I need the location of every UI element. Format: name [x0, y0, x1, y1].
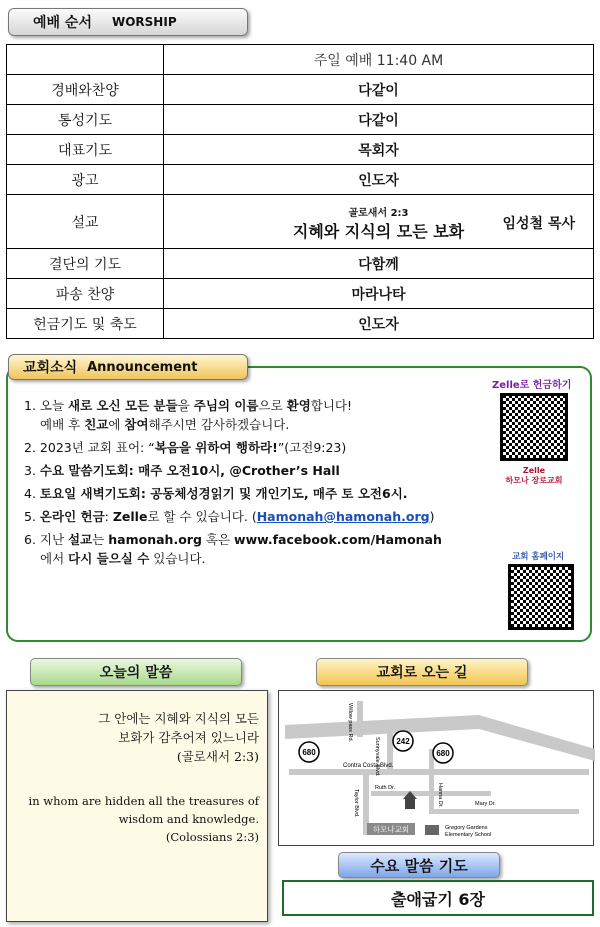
order-value: 인도자 [164, 309, 594, 339]
order-value: 다함께 [164, 249, 594, 279]
wednesday-prayer-tab: 수요 말씀 기도 [338, 852, 500, 878]
table-row [7, 279, 594, 309]
verse-en-line: in whom are hidden all the treasures of [28, 794, 259, 808]
text: ) [429, 509, 435, 524]
text: ”(고전9:23) [277, 440, 347, 455]
service-time: 주일 예배 11:40 AM [164, 45, 594, 75]
church-label: 하모나교회 [372, 825, 410, 834]
text: 에서 [40, 551, 69, 566]
table-row-sermon [7, 195, 594, 249]
verse-korean [15, 709, 259, 766]
text: 는 [92, 532, 109, 547]
order-item: 결단의 기도 [7, 249, 164, 279]
order-value: 다같이 [164, 75, 594, 105]
willow-label: Willow pass Rd. [347, 703, 353, 743]
sunnyvale-label: Sunnyvale Blvd. [374, 737, 380, 777]
taylor-label: Taylor Blvd. [353, 789, 359, 818]
worship-tab-ko: 예배 순서 [33, 15, 92, 31]
announcement-1 [24, 396, 494, 434]
table-cell-empty [7, 45, 164, 75]
text-bold: 친교 [84, 417, 109, 432]
order-value: 마라나타 [164, 279, 594, 309]
order-value: 다같이 [164, 105, 594, 135]
text: 예배 후 [40, 417, 85, 432]
map-svg [279, 691, 595, 847]
text: 지난 [39, 532, 69, 547]
mary-label: Mary Dr. [475, 801, 496, 807]
directions-tab: 교회로 오는 길 [316, 658, 528, 686]
school-label-1: Gregory Gardens [445, 825, 488, 831]
email-link[interactable]: Hamonah@hamonah.org [256, 509, 430, 524]
zelle-qr-code[interactable] [500, 393, 568, 461]
item-number: 3. [24, 463, 36, 478]
item-number: 5. [24, 509, 36, 524]
announcement-6 [24, 530, 494, 568]
table-row [7, 249, 594, 279]
zelle-church-name: 하모나 장로교회 [505, 476, 563, 485]
table-row [7, 165, 594, 195]
text-bold: 수요 말씀기도회: 매주 오전10시, @Crother’s Hall [39, 463, 340, 478]
table-row [7, 135, 594, 165]
text: 으로 [258, 398, 287, 413]
table-row [7, 45, 594, 75]
verse-english [15, 792, 259, 846]
order-item: 경배와찬양 [7, 75, 164, 105]
hwy-680-label-left: 680 [302, 748, 316, 757]
directions-map [278, 690, 594, 846]
item-number: 4. [24, 486, 36, 501]
preacher-name: 임성철 목사 [502, 216, 575, 232]
text: 로 할 수 있습니다. ( [147, 509, 257, 524]
facebook-text: www.facebook.com/Hamonah [234, 532, 442, 547]
worship-order-table [6, 44, 594, 339]
announcement-tab-en: Announcement [87, 359, 198, 375]
hwy-680-label-right: 680 [436, 749, 450, 758]
contra-costa-label: Contra Costa Blvd. [343, 763, 394, 769]
hwy-242-label: 242 [396, 737, 410, 746]
text-bold: 환영 [286, 398, 311, 413]
text: 오늘 [39, 398, 69, 413]
announcement-3 [24, 461, 494, 480]
zelle-logo-text: Zelle [522, 466, 546, 475]
sermon-title: 지혜와 지식의 모든 보화 [292, 221, 465, 241]
announcement-2 [24, 438, 494, 457]
text: 있습니다. [149, 551, 206, 566]
homepage-qr-code[interactable] [508, 564, 574, 630]
zelle-logo [496, 466, 572, 486]
text-bold: 토요일 새벽기도회: 공동체성경읽기 및 개인기도, 매주 토 오전6시. [39, 486, 408, 501]
order-item: 대표기도 [7, 135, 164, 165]
order-item: 설교 [7, 195, 164, 249]
announcement-tab [8, 354, 248, 380]
table-row [7, 309, 594, 339]
text: 을 [177, 398, 194, 413]
item-number: 1. [24, 398, 36, 413]
text-bold: 주님의 이름 [193, 398, 259, 413]
order-item: 광고 [7, 165, 164, 195]
text: 합니다! [310, 398, 353, 413]
order-value: 목회자 [164, 135, 594, 165]
willow-road [357, 701, 363, 737]
order-item: 통성기도 [7, 105, 164, 135]
scripture-book-box: 출애굽기 6장 [282, 880, 594, 916]
item-number: 2. [24, 440, 36, 455]
worship-tab-en: WORSHIP [111, 15, 177, 29]
text: 2023년 교회 표어: “ [39, 440, 155, 455]
text-bold: 설교 [68, 532, 93, 547]
text: 혹은 [201, 532, 235, 547]
order-item: 헌금기도 및 축도 [7, 309, 164, 339]
homepage-label: 교회 홈페이지 [512, 552, 565, 562]
hanna-label: Hanna Dr. [437, 783, 443, 808]
mary-road [429, 809, 579, 814]
school-label-2: Elementary School [445, 832, 492, 838]
ruth-label: Ruth Dr. [375, 785, 396, 791]
verse-en-reference: (Colossians 2:3) [165, 830, 259, 844]
announcement-tab-ko: 교회소식 [23, 360, 78, 376]
text: : [104, 509, 113, 524]
todays-word-tab: 오늘의 말씀 [30, 658, 242, 686]
text: 해주시면 감사하겠습니다. [148, 417, 290, 432]
verse-en-line: wisdom and knowledge. [118, 812, 259, 826]
text: 에 [108, 417, 125, 432]
verse-box [6, 690, 268, 922]
verse-ko-reference: (골로새서 2:3) [176, 749, 259, 764]
zelle-label: Zelle로 헌금하기 [492, 380, 572, 391]
text-bold: 새로 오신 모든 분들 [68, 398, 178, 413]
sermon-cell [164, 195, 594, 249]
order-item: 파송 찬양 [7, 279, 164, 309]
website-text: hamonah.org [108, 532, 202, 547]
table-row [7, 75, 594, 105]
announcement-4 [24, 484, 494, 503]
table-row [7, 105, 594, 135]
item-number: 6. [24, 532, 36, 547]
sermon-reference: 골로새서 2:3 [348, 207, 409, 219]
contra-costa-road [289, 769, 589, 775]
text-bold: 참여 [124, 417, 149, 432]
order-value: 인도자 [164, 165, 594, 195]
verse-ko-line: 그 안에는 지혜와 지식의 모든 [98, 711, 259, 726]
text-bold: 다시 들으실 수 [68, 551, 150, 566]
verse-ko-line: 보화가 감추어져 있느니라 [118, 730, 259, 745]
worship-tab [8, 8, 248, 36]
hanna-road [429, 749, 434, 813]
text-bold: Zelle [112, 509, 148, 524]
text-bold: 복음을 위하여 행하라! [154, 440, 278, 455]
school-icon [425, 825, 439, 835]
announcement-list [24, 396, 494, 572]
text-bold: 온라인 헌금 [39, 509, 105, 524]
announcement-5 [24, 507, 494, 526]
